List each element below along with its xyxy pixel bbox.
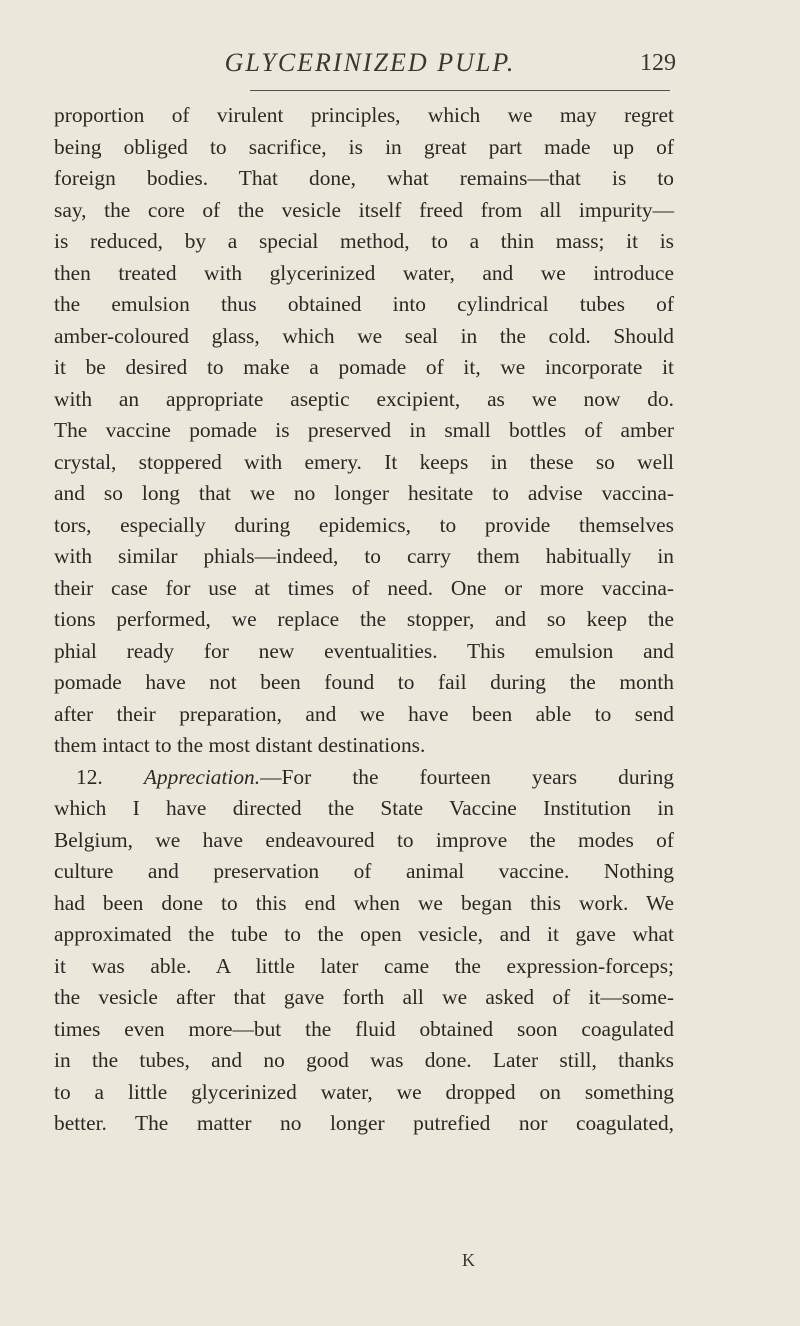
section-number: 12. [76, 764, 103, 789]
text-line: tions performed, we replace the stopper, and so keep the [54, 607, 674, 631]
section-title: Appreciation. [143, 764, 261, 789]
text-line: proportion of virulent principles, which we may regret [54, 103, 674, 127]
text-line: Belgium, we have endeavoured to improve the modes of [54, 827, 674, 852]
text-line: which I have directed the State Vaccine Institution in [54, 796, 674, 820]
text-line: then treated with glycerinized water, and we introduce [54, 260, 674, 285]
text-line: phial ready for new eventualities. This emulsion and [54, 638, 674, 663]
text-line: foreign bodies. That done, what remains—that is to [54, 166, 674, 190]
text-line: amber-coloured glass, which we seal in the cold. Should [54, 323, 674, 348]
header-rule [250, 90, 670, 91]
text-line: crystal, stoppered with emery. It keeps in these so well [54, 449, 674, 474]
running-title: GLYCERINIZED PULP. [224, 48, 516, 77]
text-line: to a little glycerinized water, we dropped on something [54, 1079, 674, 1104]
text-line: better. The matter no longer putrefied nor coagulated, [54, 1111, 674, 1135]
text-line: is reduced, by a special method, to a thin mass; it is [54, 229, 674, 253]
text-line: had been done to this end when we began this work. We [54, 890, 674, 915]
text-line: in the tubes, and no good was done. Later still, thanks [54, 1048, 674, 1072]
text-line: say, the core of the vesicle itself freed from all impurity— [54, 197, 674, 222]
text-line: The vaccine pomade is preserved in small bottles of amber [54, 418, 674, 442]
text-line: after their preparation, and we have been able to send [54, 701, 674, 726]
text-line: approximated the tube to the open vesicle, and it gave what [54, 922, 674, 946]
signature-mark: K [462, 1250, 475, 1270]
text-line: and so long that we no longer hesitate to advise vaccina- [54, 481, 674, 505]
text-line: them intact to the most distant destinations. [54, 733, 426, 757]
text-line: it be desired to make a pomade of it, we incorporate it [54, 355, 674, 379]
text-line: the vesicle after that gave forth all we asked of it—some- [54, 985, 674, 1009]
text-line: being obliged to sacrifice, is in great part made up of [54, 134, 674, 159]
body-text [54, 100, 674, 1140]
text-line: culture and preservation of animal vaccine. Nothing [54, 859, 674, 883]
text-line: tors, especially during epidemics, to provide themselves [54, 512, 674, 537]
text-line: their case for use at times of need. One or more vaccina- [54, 575, 674, 600]
text-line: times even more—but the fluid obtained soon coagulated [54, 1016, 674, 1041]
text-line: pomade have not been found to fail during the month [54, 670, 674, 694]
text-line: the emulsion thus obtained into cylindrical tubes of [54, 292, 674, 316]
text-line: with an appropriate aseptic excipient, as we now do. [54, 386, 674, 411]
text-line: with similar phials—indeed, to carry them habitually in [54, 544, 674, 568]
section-first-line: —For the fourteen years during [260, 764, 674, 789]
section-heading-line [54, 762, 674, 794]
text-line: it was able. A little later came the expression-forceps; [54, 953, 674, 978]
page-number: 129 [640, 50, 676, 76]
